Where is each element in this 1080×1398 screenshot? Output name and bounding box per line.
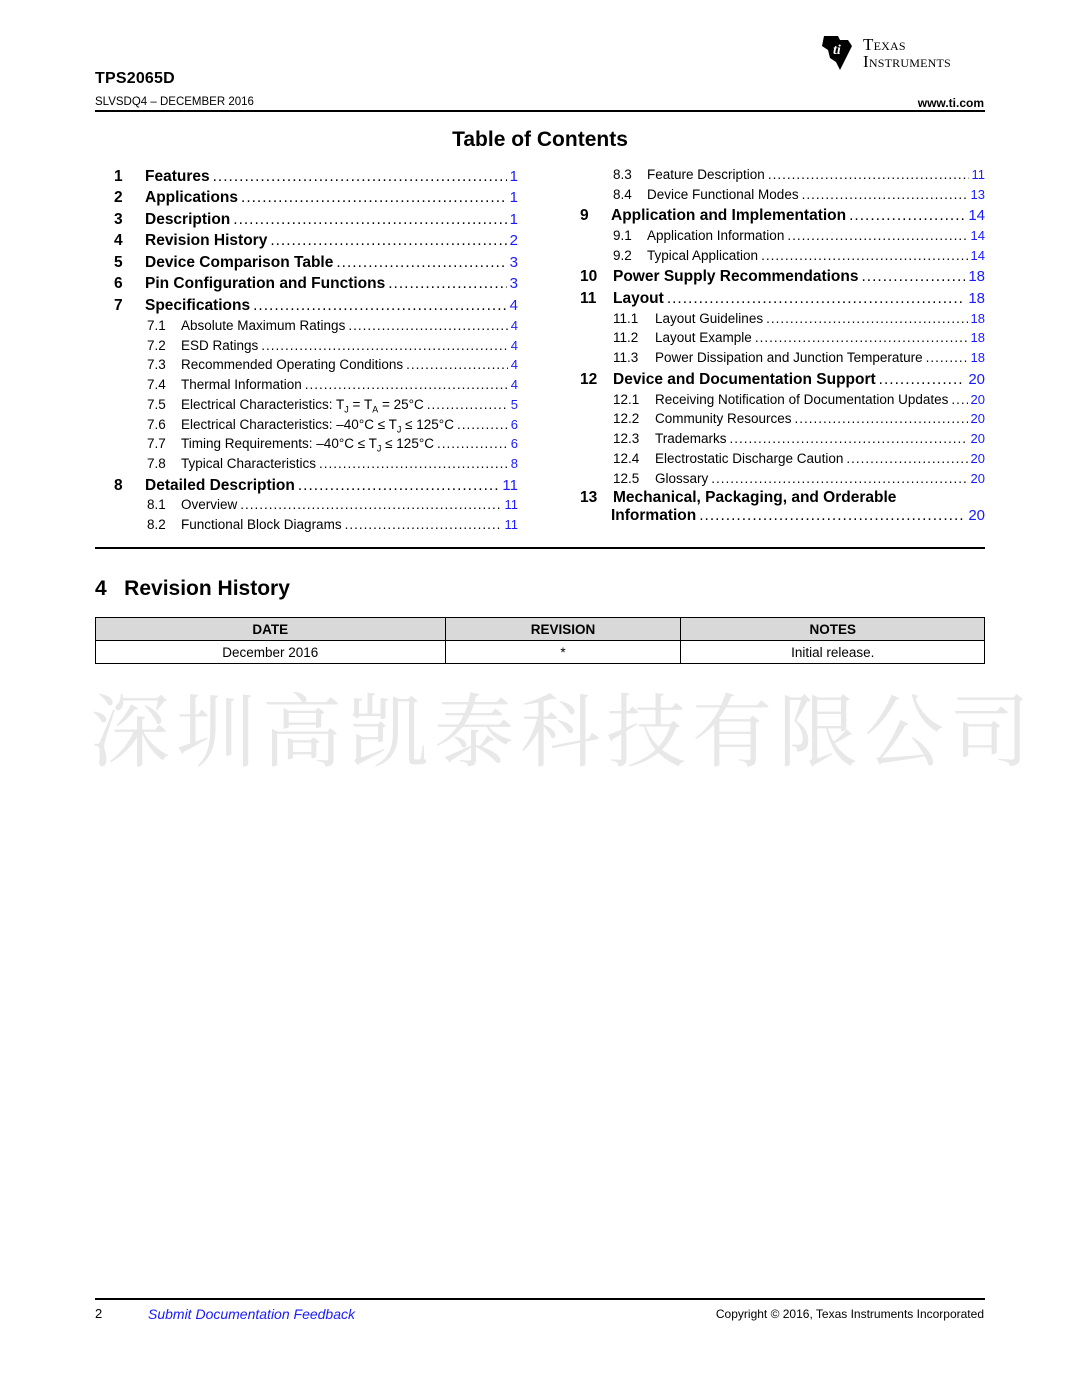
toc-leader-dots [761, 248, 967, 263]
ti-logo [818, 32, 988, 72]
toc-entry-number: 13 [580, 489, 598, 506]
toc-entry-number: 12 [580, 371, 598, 388]
toc-page-link[interactable]: 3 [509, 254, 518, 271]
toc-page-link[interactable]: 1 [509, 211, 518, 228]
toc-entry-title: ESD Ratings [181, 338, 259, 353]
toc-entry-title: Mechanical, Packaging, and Orderable [613, 489, 897, 506]
toc-entry-number: 10 [580, 268, 598, 285]
toc-entry-number: 11.2 [613, 330, 639, 345]
toc-page-link[interactable]: 4 [510, 318, 518, 333]
toc-entry-title: Typical Application [647, 248, 759, 263]
toc-entry-number: 9.2 [613, 248, 632, 263]
toc-page-link[interactable]: 11 [504, 497, 518, 512]
toc-entry-8-4[interactable] [613, 187, 985, 202]
toc-entry-10[interactable] [580, 268, 985, 286]
toc-entry-number: 9.1 [613, 228, 632, 243]
toc-leader-dots [406, 357, 508, 372]
toc-entry-number: 7.7 [147, 436, 166, 451]
toc-entry-title: Power Supply Recommendations [613, 268, 859, 285]
toc-entry-7-2[interactable] [147, 338, 518, 353]
toc-entry-title: Revision History [145, 232, 268, 249]
toc-entry-title: Layout Guidelines [655, 311, 764, 326]
toc-entry-number: 7.6 [147, 417, 166, 432]
toc-page-link[interactable]: 18 [970, 350, 985, 365]
toc-leader-dots [951, 392, 967, 407]
toc-leader-dots [298, 477, 500, 495]
toc-page-link[interactable]: 2 [509, 232, 518, 249]
toc-leader-dots [846, 451, 967, 466]
toc-leader-dots [787, 228, 967, 243]
toc-entry-8-3[interactable] [613, 167, 985, 182]
toc-entry-title: Typical Characteristics [181, 456, 317, 471]
cell-revision: * [445, 641, 681, 664]
toc-page-link[interactable]: 20 [970, 451, 985, 466]
toc-entry-title: Recommended Operating Conditions [181, 357, 404, 372]
toc-entry-number: 8.1 [147, 497, 166, 512]
toc-entry-number: 12.1 [613, 392, 640, 407]
toc-leader-dots [270, 232, 506, 250]
toc-entry-title: Community Resources [655, 411, 792, 426]
toc-leader-dots [261, 338, 507, 353]
toc-page-link[interactable]: 3 [509, 275, 518, 292]
cell-notes: Initial release. [681, 641, 985, 664]
toc-entry-title: Electrical Characteristics: $-40^\circ C \le T_J \le 125^\circ C$ [181, 417, 454, 435]
toc-entry-title: Pin Configuration and Functions [145, 275, 386, 292]
toc-entry-number: 8 [114, 477, 123, 494]
cell-date: December 2016 [96, 641, 446, 664]
toc-entry-11-3[interactable] [613, 350, 985, 365]
toc-entry-number: 11.1 [613, 311, 639, 326]
toc-leader-dots [667, 290, 966, 308]
toc-entry-title: Trademarks [655, 431, 727, 446]
toc-page-link[interactable]: 20 [970, 471, 985, 486]
toc-entry-7-4[interactable] [147, 377, 518, 392]
toc-entry-12-4[interactable] [613, 451, 985, 466]
watermark-text: 深圳高凯泰科技有限公司 [90, 686, 1036, 779]
toc-entry-4[interactable] [114, 232, 518, 250]
toc-leader-dots [711, 471, 967, 486]
toc-entry-title: Device Comparison Table [145, 254, 334, 271]
logo-line1: Texas [863, 35, 906, 54]
toc-page-link[interactable]: 6 [510, 436, 518, 451]
toc-entry-number: 7.4 [147, 377, 166, 392]
column-header-revision: REVISION [445, 618, 681, 641]
copyright-notice: Copyright © 2016, Texas Instruments Incorporated [715, 1307, 984, 1321]
toc-entry-7-7[interactable] [147, 436, 518, 454]
toc-entry-number: 12.3 [613, 431, 640, 446]
toc-entry-11-1[interactable] [613, 311, 985, 326]
toc-leader-dots [253, 297, 507, 315]
toc-entry-13-line2[interactable] [611, 507, 985, 525]
toc-entry-title: Overview [181, 497, 238, 512]
toc-entry-9-1[interactable] [613, 228, 985, 243]
site-url[interactable]: www.ti.com [917, 96, 984, 110]
toc-entry-number: 7.8 [147, 456, 166, 471]
submit-feedback-link[interactable]: Submit Documentation Feedback [148, 1306, 355, 1322]
toc-entry-12-2[interactable] [613, 411, 985, 426]
toc-entry-title: Device and Documentation Support [613, 371, 876, 388]
toc-entry-number: 2 [114, 189, 123, 206]
toc-page-link[interactable]: 1 [509, 189, 518, 206]
toc-page-link[interactable]: 18 [968, 268, 985, 285]
toc-leader-dots [699, 507, 965, 525]
toc-entry-6[interactable] [114, 275, 518, 293]
toc-entry-number: 7.5 [147, 397, 166, 412]
toc-entry-title: Feature Description [647, 167, 765, 182]
toc-entry-7-1[interactable] [147, 318, 518, 333]
toc-leader-dots [755, 330, 968, 345]
toc-entry-title: Layout Example [655, 330, 752, 345]
toc-entry-number: 12.4 [613, 451, 640, 466]
toc-page-link[interactable]: 20 [970, 411, 985, 426]
toc-entry-title: Detailed Description [145, 477, 295, 494]
toc-entry-7-8[interactable] [147, 456, 518, 471]
toc-entry-7-5[interactable] [147, 397, 518, 415]
toc-entry-9-2[interactable] [613, 248, 985, 263]
table-row [96, 641, 985, 664]
logo-wordmark [863, 36, 951, 70]
toc-entry-5[interactable] [114, 254, 518, 272]
toc-entry-title: Specifications [145, 297, 251, 314]
toc-leader-dots [427, 397, 508, 412]
toc-leader-dots [879, 371, 966, 389]
toc-entry-12-1[interactable] [613, 392, 985, 407]
toc-entry-7[interactable] [114, 297, 518, 315]
toc-page-link[interactable]: 11 [971, 167, 985, 182]
toc-page-link[interactable]: 20 [968, 507, 985, 524]
column-header-notes: NOTES [681, 618, 985, 641]
toc-entry-7-6[interactable] [147, 417, 518, 435]
toc-page-link[interactable]: 18 [970, 311, 985, 326]
toc-entry-title: Applications [145, 189, 239, 206]
svg-text:ti: ti [833, 43, 841, 58]
toc-divider [95, 547, 985, 549]
toc-entry-title: Description [145, 211, 231, 228]
toc-leader-dots [730, 431, 968, 446]
toc-entry-title: Electrostatic Discharge Caution [655, 451, 844, 466]
toc-page-link[interactable]: 4 [509, 297, 518, 314]
toc-entry-number: 7.2 [147, 338, 166, 353]
toc-page-link[interactable]: 14 [970, 248, 985, 263]
toc-entry-11-2[interactable] [613, 330, 985, 345]
toc-entry-12-3[interactable] [613, 431, 985, 446]
toc-entry-title: Information [611, 507, 697, 524]
toc-leader-dots [766, 311, 967, 326]
toc-leader-dots [305, 377, 508, 392]
toc-page-link[interactable]: 1 [509, 168, 518, 185]
toc-page-link[interactable]: 4 [510, 338, 518, 353]
toc-leader-dots [457, 417, 508, 432]
toc-entry-title: Features [145, 168, 210, 185]
toc-entry-title: Receiving Notification of Documentation Updates [655, 392, 949, 407]
toc-entry-number: 5 [114, 254, 123, 271]
toc-leader-dots [802, 187, 968, 202]
toc-entry-number: 7 [114, 297, 123, 314]
toc-entry-title: Timing Requirements: $-40^\circ C \le T_J \le 125^\circ C$ [181, 436, 434, 454]
toc-entry-8-1[interactable] [147, 497, 518, 512]
toc-page-link[interactable]: 8 [510, 456, 518, 471]
toc-entry-number: 11.3 [613, 350, 639, 365]
toc-entry-title: Application and Implementation [611, 207, 847, 224]
toc-title: Table of Contents [452, 128, 628, 151]
toc-entry-title: Device Functional Modes [647, 187, 799, 202]
toc-entry-number: 3 [114, 211, 123, 228]
revision-table [95, 617, 985, 664]
toc-entry-number: 7.1 [147, 318, 166, 333]
toc-leader-dots [849, 207, 965, 225]
toc-page-link[interactable]: 14 [970, 228, 985, 243]
toc-leader-dots [861, 268, 965, 286]
toc-entry-2[interactable] [114, 189, 518, 207]
toc-entry-title: Power Dissipation and Junction Temperature [655, 350, 923, 365]
toc-entry-number: 4 [114, 232, 123, 249]
toc-entry-3[interactable] [114, 211, 518, 229]
table-header-row [96, 618, 985, 641]
toc-entry-number: 8.4 [613, 187, 632, 202]
ti-logo-icon [818, 32, 858, 72]
toc-leader-dots [233, 211, 506, 229]
column-header-date: DATE [96, 618, 446, 641]
toc-entry-11[interactable] [580, 290, 985, 308]
toc-leader-dots [240, 497, 501, 512]
doc-title: TPS2065D [95, 70, 175, 87]
toc-entry-12[interactable] [580, 371, 985, 389]
logo-line2: Instruments [863, 52, 951, 71]
toc-entry-number: 12.2 [613, 411, 640, 426]
toc-entry-number: 8.3 [613, 167, 632, 182]
toc-page-link[interactable]: 6 [510, 417, 518, 432]
toc-leader-dots [241, 189, 507, 207]
toc-entry-8-2[interactable] [147, 517, 518, 532]
footer-rule [95, 1298, 985, 1300]
toc-entry-number: 12.5 [613, 471, 640, 486]
toc-entry-title: Absolute Maximum Ratings [181, 318, 346, 333]
toc-page-link[interactable]: 20 [970, 431, 985, 446]
toc-entry-title: Electrical Characteristics: $T_J = T_A = 25^\circ C$ [181, 397, 424, 415]
revision-history-heading: 4 Revision History [95, 577, 290, 600]
toc-leader-dots [213, 168, 507, 186]
toc-page-link[interactable]: 14 [968, 207, 985, 224]
toc-leader-dots [926, 350, 968, 365]
toc-page-link[interactable]: 11 [502, 477, 518, 494]
toc-entry-title: Layout [613, 290, 664, 307]
toc-entry-1[interactable] [114, 168, 518, 186]
toc-page-link[interactable]: 20 [970, 392, 985, 407]
toc-entry-number: 8.2 [147, 517, 166, 532]
toc-page-link[interactable]: 4 [510, 357, 518, 372]
toc-entry-title: Thermal Information [181, 377, 302, 392]
doc-id: SLVSDQ4 – DECEMBER 2016 [95, 96, 254, 108]
toc-leader-dots [336, 254, 506, 272]
toc-entry-7-3[interactable] [147, 357, 518, 372]
toc-page-link[interactable]: 11 [504, 517, 518, 532]
toc-entry-9[interactable] [580, 207, 985, 225]
toc-leader-dots [388, 275, 506, 293]
toc-entry-title: Application Information [647, 228, 785, 243]
toc-page-link[interactable]: 13 [970, 187, 985, 202]
toc-page-link[interactable]: 4 [510, 377, 518, 392]
toc-entry-8[interactable] [114, 477, 518, 495]
toc-leader-dots [437, 436, 508, 451]
toc-entry-title: Glossary [655, 471, 709, 486]
toc-entry-number: 9 [580, 207, 589, 224]
toc-page-link[interactable]: 5 [510, 397, 518, 412]
toc-page-link[interactable]: 20 [968, 371, 985, 388]
toc-entry-number: 6 [114, 275, 123, 292]
toc-leader-dots [768, 167, 969, 182]
toc-leader-dots [345, 517, 502, 532]
toc-page-link[interactable]: 18 [970, 330, 985, 345]
toc-leader-dots [348, 318, 507, 333]
toc-entry-12-5[interactable] [613, 471, 985, 486]
toc-leader-dots [795, 411, 968, 426]
toc-leader-dots [319, 456, 508, 471]
toc-entry-number: 11 [580, 290, 597, 307]
toc-entry-title: Functional Block Diagrams [181, 517, 342, 532]
page-number: 2 [95, 1306, 103, 1321]
toc-entry-number: 1 [114, 168, 123, 185]
header-rule [95, 110, 985, 112]
toc-entry-number: 7.3 [147, 357, 166, 372]
toc-page-link[interactable]: 18 [968, 290, 985, 307]
